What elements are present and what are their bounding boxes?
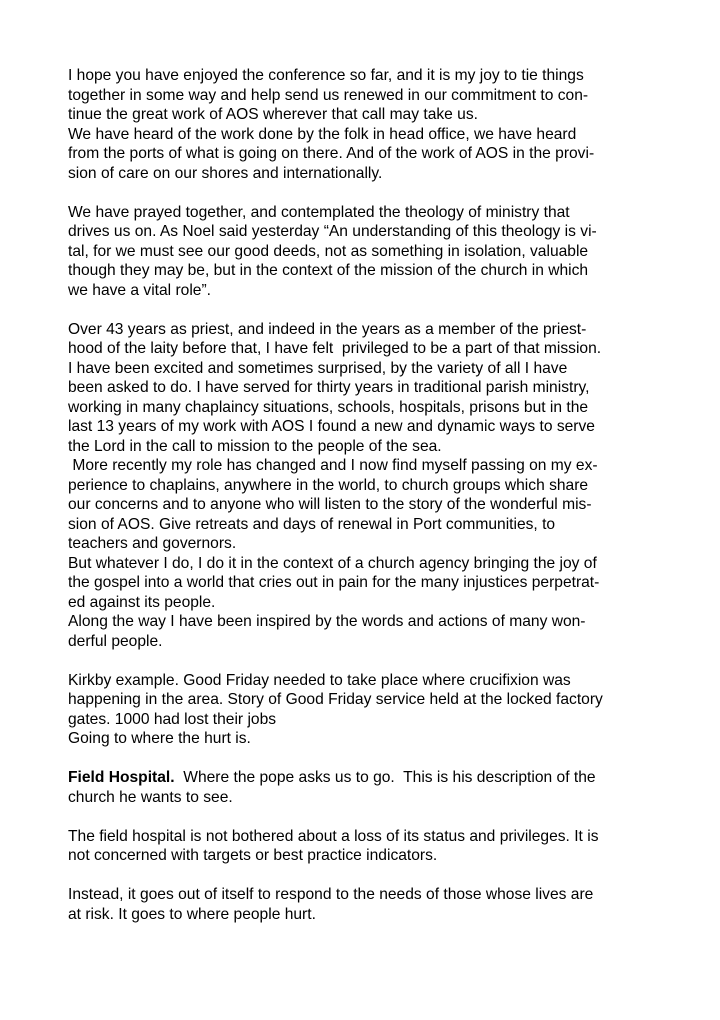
text-line: sion of care on our shores and internationally. xyxy=(68,164,383,182)
document-page xyxy=(68,66,668,924)
paragraph-gap xyxy=(68,749,668,769)
text-line: at risk. It goes to where people hurt. xyxy=(68,905,316,923)
paragraph-4 xyxy=(68,671,668,749)
text-line: The field hospital is not bothered about a loss of its status and privileges. It is xyxy=(68,827,599,845)
paragraph-gap xyxy=(68,651,668,671)
text-line: hood of the laity before that, I have felt privileged to be a part of that mission. xyxy=(68,340,602,357)
text-line: derful people. xyxy=(68,632,163,650)
text-line: Going to where the hurt is. xyxy=(68,730,251,747)
paragraph-gap xyxy=(68,300,668,320)
text-run: Where the pope asks us to go. This is his description of the xyxy=(174,769,596,786)
text-line: sion of AOS. Give retreats and days of renewal in Port communities, to xyxy=(68,515,556,533)
text-line: been asked to do. I have served for thirty years in traditional parish ministry, xyxy=(68,379,590,396)
text-line: the Lord in the call to mission to the people of the sea. xyxy=(68,437,442,455)
text-line: ed against its people. xyxy=(68,593,216,611)
paragraph-gap xyxy=(68,866,668,886)
paragraph-2 xyxy=(68,203,668,301)
paragraph-gap xyxy=(68,183,668,203)
paragraph-1 xyxy=(68,66,668,183)
text-line: perience to chaplains, anywhere in the world, to church groups which share xyxy=(68,476,589,494)
text-line: I have been excited and sometimes surprised, by the variety of all I have xyxy=(68,359,568,377)
text-line: last 13 years of my work with AOS I found a new and dynamic ways to serve xyxy=(68,418,595,435)
text-line: our concerns and to anyone who will listen to the story of the wonderful mis- xyxy=(68,496,592,513)
text-line: tinue the great work of AOS wherever that call may take us. xyxy=(68,106,478,123)
text-line: from the ports of what is going on there. And of the work of AOS in the provi- xyxy=(68,145,595,162)
text-line: Kirkby example. Good Friday needed to take place where crucifixion was xyxy=(68,671,571,689)
text-line: More recently my role has changed and I now find myself passing on my ex- xyxy=(68,457,598,474)
text-line: Over 43 years as priest, and indeed in the years as a member of the priest- xyxy=(68,320,587,338)
text-line: the gospel into a world that cries out in pain for the many injustices perpetrat- xyxy=(68,574,600,591)
text-line: I hope you have enjoyed the conference so far, and it is my joy to tie things xyxy=(68,67,584,84)
text-line: not concerned with targets or best practice indicators. xyxy=(68,847,438,864)
text-line: Instead, it goes out of itself to respond to the needs of those whose lives are xyxy=(68,886,594,903)
text-line: together in some way and help send us renewed in our commitment to con- xyxy=(68,86,589,104)
text-line: We have prayed together, and contemplated the theology of ministry that xyxy=(68,203,570,221)
text-line: Along the way I have been inspired by the words and actions of many won- xyxy=(68,613,586,630)
text-line: drives us on. As Noel said yesterday “An understanding of this theology is vi- xyxy=(68,223,597,240)
paragraph-7 xyxy=(68,885,668,924)
text-line: working in many chaplaincy situations, schools, hospitals, prisons but in the xyxy=(68,398,589,416)
text-line xyxy=(68,768,668,788)
text-line: gates. 1000 had lost their jobs xyxy=(68,710,277,728)
text-line: tal, for we must see our good deeds, not as something in isolation, valuable xyxy=(68,242,589,260)
paragraph-3 xyxy=(68,320,668,652)
text-line: We have heard of the work done by the folk in head office, we have heard xyxy=(68,125,577,143)
field-hospital-heading: Field Hospital. xyxy=(68,769,175,786)
text-line: But whatever I do, I do it in the context of a church agency bringing the joy of xyxy=(68,554,597,572)
paragraph-6 xyxy=(68,827,668,866)
paragraph-gap xyxy=(68,807,668,827)
text-line: we have a vital role”. xyxy=(68,281,212,299)
text-line: church he wants to see. xyxy=(68,788,233,806)
text-line: happening in the area. Story of Good Friday service held at the locked factory xyxy=(68,691,603,708)
text-line: teachers and governors. xyxy=(68,535,237,552)
text-line: though they may be, but in the context of the mission of the church in which xyxy=(68,262,589,279)
paragraph-5 xyxy=(68,768,668,807)
